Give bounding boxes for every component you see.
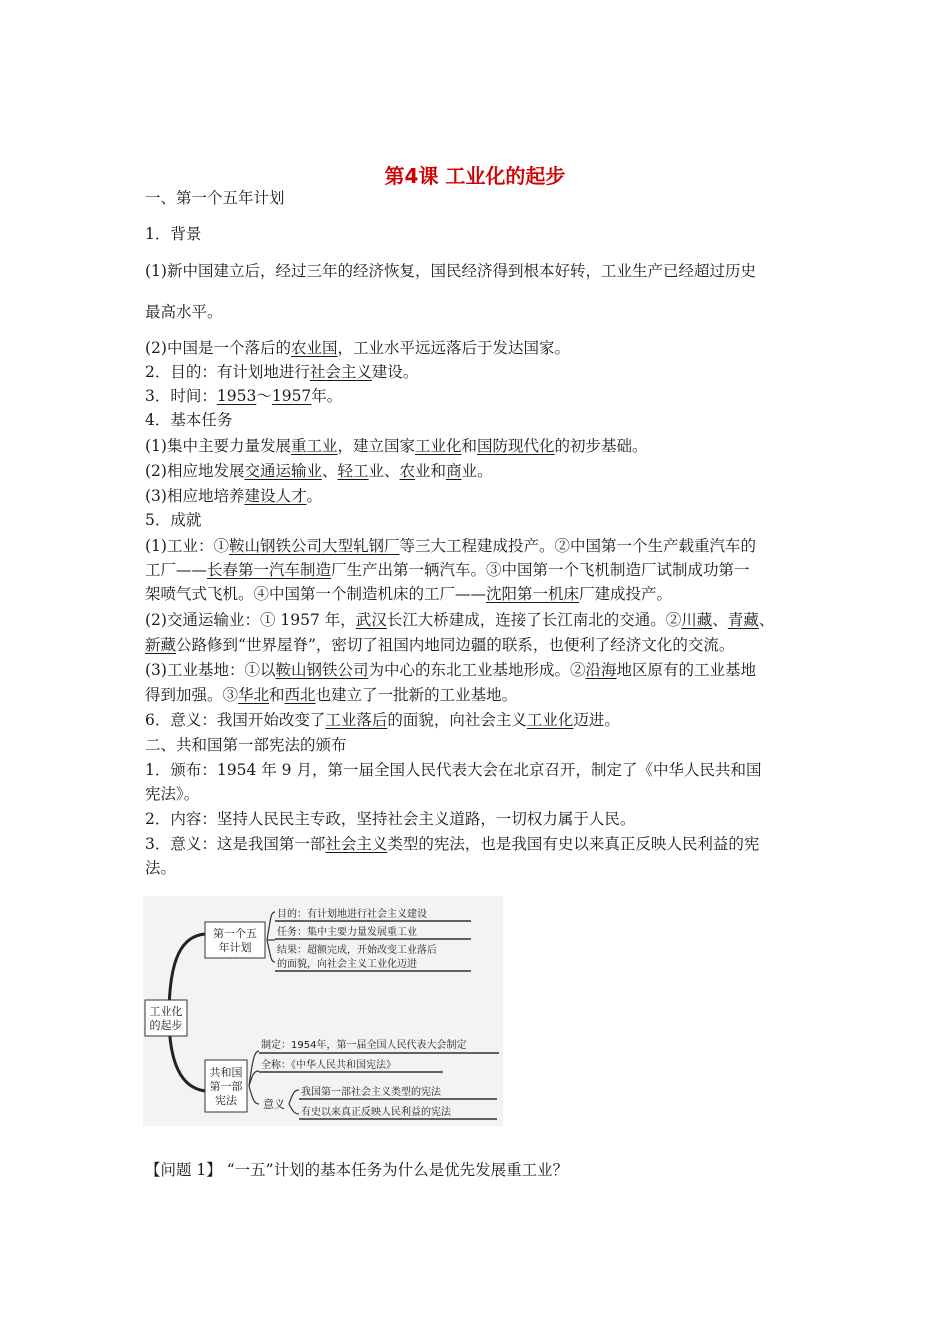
task-3: (3)相应地培养建设人才。	[145, 487, 322, 505]
background-1-line2: 最高水平。	[145, 303, 223, 321]
goal-line: 2．目的：有计划地进行社会主义建设。	[145, 363, 419, 381]
b2-meaning-1: 我国第一部社会主义类型的宪法	[301, 1087, 441, 1098]
achievement-1-line2: 工厂——长春第一汽车制造厂生产出第一辆汽车。③中国第一个飞机制造厂试制成功第一	[145, 561, 750, 579]
question-1: 【问题 1】 “一五”计划的基本任务为什么是优先发展重工业？	[145, 1161, 569, 1179]
task-1: (1)集中主要力量发展重工业，建立国家工业化和国防现代化的初步基础。	[145, 437, 648, 455]
b1-task: 任务：集中主要力量发展重工业	[277, 927, 417, 938]
significance-line1: 3．意义：这是我国第一部社会主义类型的宪法，也是我国有史以来真正反映人民利益的宪	[145, 835, 760, 853]
achievement-heading: 5．成就	[145, 511, 202, 529]
b2-meaning-2: 有史以来真正反映人民利益的宪法	[301, 1107, 451, 1118]
significance-line2: 法。	[145, 859, 177, 877]
mind-map-root-line2: 的起步	[149, 1019, 183, 1032]
time-line: 3．时间：1953～1957年。	[145, 387, 343, 405]
section-heading-1: 一、第一个五年计划	[145, 189, 285, 207]
background-1-line1: (1)新中国建立后，经过三年的经济恢复，国民经济得到根本好转，工业生产已经超过历史	[145, 262, 756, 280]
page-title: 第4课 工业化的起步	[384, 164, 566, 188]
branch-2-line3: 宪法	[215, 1094, 237, 1107]
branch-2-line1: 共和国	[209, 1066, 243, 1079]
achievement-3-line1: (3)工业基地：①以鞍山钢铁公司为中心的东北工业基地形成。②沿海地区原有的工业基地	[145, 661, 757, 679]
b1-result-line2: 的面貌，向社会主义工业化迈进	[277, 959, 417, 970]
promulgation-line1: 1．颁布：1954 年 9 月，第一届全国人民代表大会在北京召开，制定了《中华人民共和国	[145, 761, 762, 779]
branch-1-line2: 年计划	[218, 941, 252, 954]
branch-1-line1: 第一个五	[213, 927, 257, 940]
b2-made: 制定：1954年，第一届全国人民代表大会制定	[261, 1040, 467, 1051]
achievement-3-line2: 得到加强。③华北和西北也建立了一批新的工业基地。	[145, 686, 518, 704]
achievement-2-line1: (2)交通运输业：① 1957 年，武汉长江大桥建成，连接了长江南北的交通。②川藏、青藏、	[145, 611, 775, 629]
content-line: 2．内容：坚持人民民主专政，坚持社会主义道路，一切权力属于人民。	[145, 810, 636, 828]
b2-name: 全称：《中华人民共和国宪法》	[261, 1060, 396, 1071]
background-2: (2)中国是一个落后的农业国，工业水平远远落后于发达国家。	[145, 339, 570, 357]
meaning-line: 6．意义：我国开始改变了工业落后的面貌，向社会主义工业化迈进。	[145, 711, 620, 729]
achievement-1-line3: 架喷气式飞机。④中国第一个制造机床的工厂——沈阳第一机床厂建成投产。	[145, 585, 673, 603]
task-heading: 4．基本任务	[145, 411, 233, 429]
section-heading-2: 二、共和国第一部宪法的颁布	[145, 736, 347, 754]
task-2: (2)相应地发展交通运输业、轻工业、农业和商业。	[145, 462, 493, 480]
achievement-2-line2: 新藏公路修到“世界屋脊”，密切了祖国内地同边疆的联系，也便利了经济文化的交流。	[145, 636, 735, 654]
b2-meaning-label: 意义	[263, 1098, 285, 1111]
mind-map	[143, 896, 503, 1126]
mind-map-root-line1: 工业化	[149, 1005, 183, 1018]
b1-goal: 目的：有计划地进行社会主义建设	[277, 909, 427, 920]
achievement-1-line1: (1)工业：①鞍山钢铁公司大型轧钢厂等三大工程建成投产。②中国第一个生产载重汽车的	[145, 537, 756, 555]
branch-2-line2: 第一部	[209, 1080, 243, 1093]
background-heading: 1．背景	[145, 225, 202, 243]
promulgation-line2: 宪法》。	[145, 785, 200, 803]
b1-result-line1: 结果：超额完成，开始改变工业落后	[277, 945, 437, 956]
